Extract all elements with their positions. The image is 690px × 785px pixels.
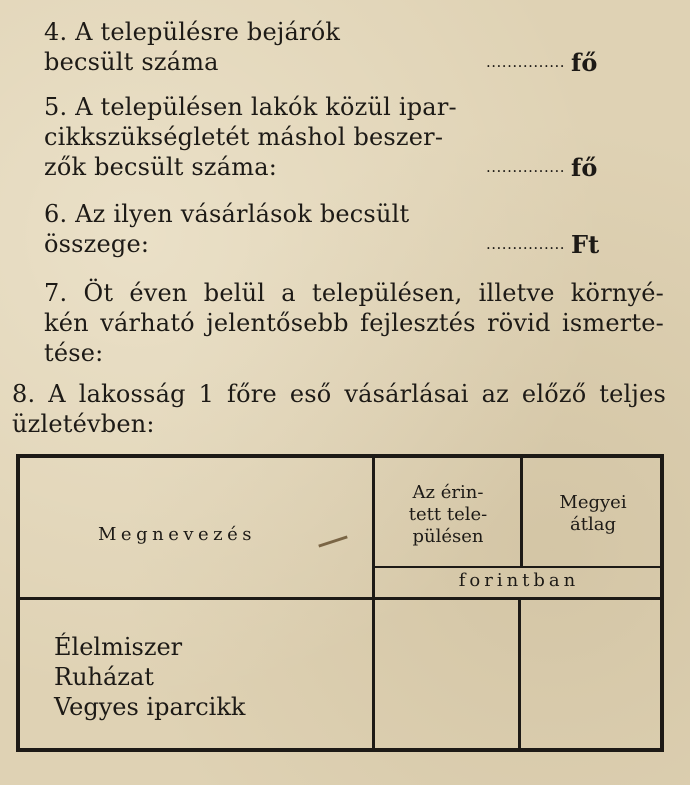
question-6-line-1: 6. Az ilyen vásárlások becsült: [44, 200, 410, 228]
header-name-column: Megnevezés: [98, 524, 257, 545]
question-8: [12, 379, 666, 439]
question-5-line-1: 5. A településen lakók közül ipar-: [44, 93, 457, 121]
question-4-answer-field[interactable]: [486, 47, 597, 78]
question-6-line-2: összege:: [44, 230, 150, 258]
table-divider-county-column: [520, 458, 523, 566]
question-7-line-2: kén várható jelentősebb fejlesztés rövid ismerte-: [44, 309, 664, 337]
question-5-dots: ...............: [486, 158, 566, 176]
question-5-line-2: cikkszükségletét máshol beszer-: [44, 123, 444, 151]
purchases-table: [16, 454, 664, 752]
header-county-line-2: átlag: [570, 514, 616, 535]
question-5-answer-field[interactable]: [486, 152, 597, 183]
header-local-line-3: pülésen: [412, 526, 484, 547]
pencil-mark: [318, 535, 347, 547]
question-6-answer-field[interactable]: [486, 229, 599, 260]
question-6-unit: Ft: [571, 230, 600, 259]
question-6-dots: ...............: [486, 235, 566, 253]
question-7: [44, 278, 664, 368]
table-divider-header-bottom: [20, 597, 660, 600]
header-county-line-1: Megyei: [559, 492, 627, 513]
table-divider-county-column-body: [518, 598, 521, 748]
header-local-line-2: tett tele-: [408, 504, 488, 525]
question-4-line-2: becsült száma: [44, 48, 219, 76]
question-6: [44, 199, 409, 259]
table-row-vegyes-iparcikk: Vegyes iparcikk: [54, 693, 246, 721]
header-county-column: [526, 492, 660, 536]
table-row-elelmiszer: Élelmiszer: [54, 633, 183, 661]
question-4-line-1: 4. A településre bejárók: [44, 18, 341, 46]
question-5-unit: fő: [571, 153, 598, 182]
header-unit-forintban: forintban: [458, 570, 580, 591]
question-7-line-3: tése:: [44, 339, 104, 367]
header-local-column: [386, 482, 510, 548]
question-8-line-2: üzletévben:: [12, 410, 155, 438]
table-divider-unit-row: [372, 566, 662, 568]
question-5-line-3: zők becsült száma:: [44, 153, 278, 181]
question-8-line-1: 8. A lakosság 1 főre eső vásárlásai az előző teljes: [12, 380, 666, 408]
question-4-unit: fő: [571, 48, 598, 77]
question-5: [44, 92, 457, 182]
question-7-line-1: 7. Öt éven belül a településen, illetve környé-: [44, 279, 664, 307]
header-local-line-1: Az érin-: [412, 482, 484, 503]
question-4-dots: ...............: [486, 53, 566, 71]
table-divider-name-column: [372, 458, 375, 748]
question-4: [44, 17, 340, 77]
table-row-ruhazat: Ruházat: [54, 663, 154, 691]
